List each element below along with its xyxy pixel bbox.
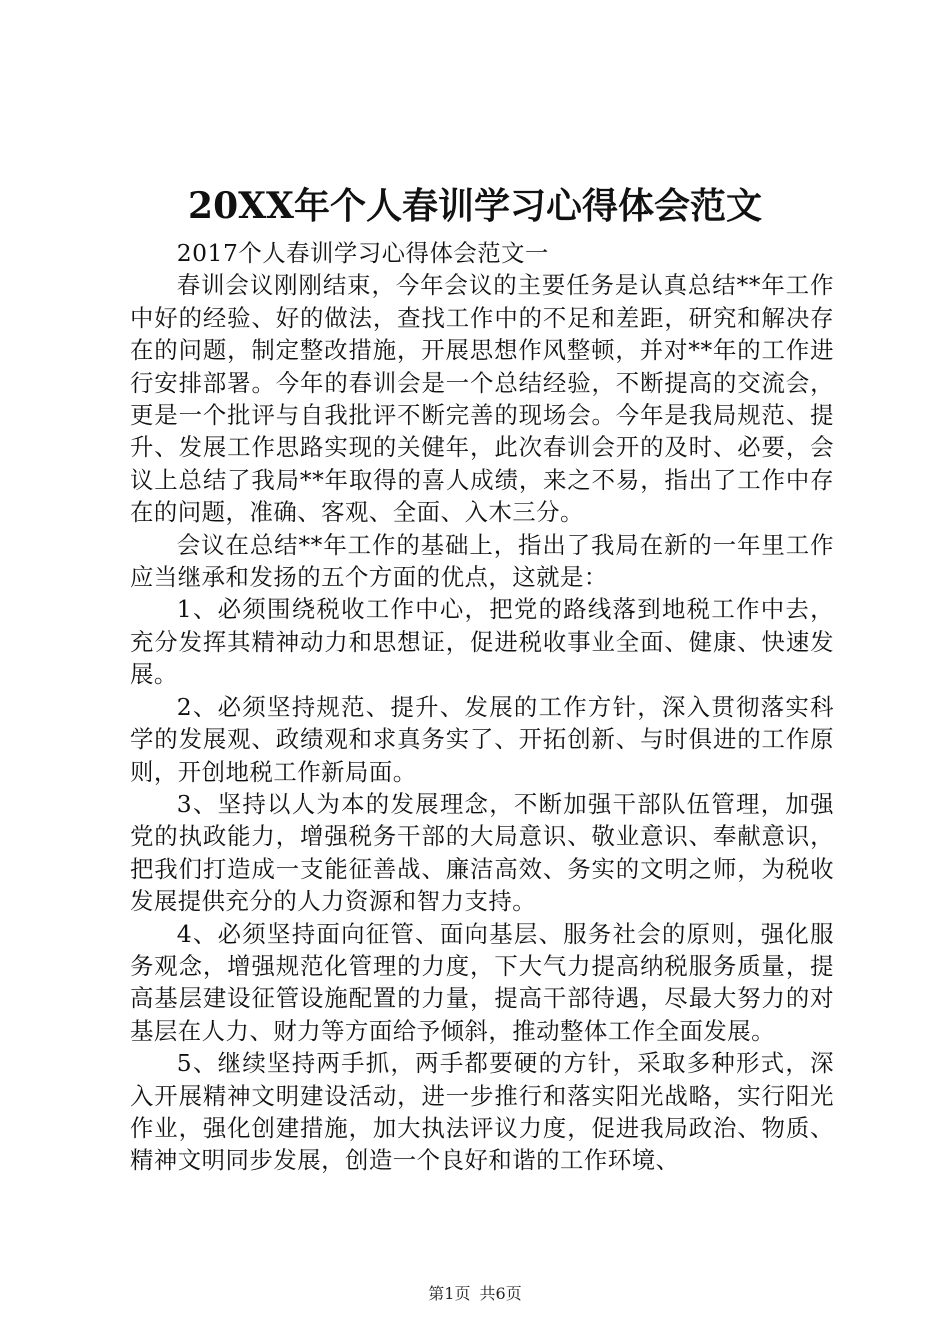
paragraph-point-3: 3、坚持以人为本的发展理念，不断加强干部队伍管理，加强党的执政能力，增强税务干部的大局意识、敬业意识、奉献意识，把我们打造成一支能征善战、廉洁高效、务实的文明之师，为税收发展提供充分的人力资源和智力支持。 — [130, 789, 834, 916]
paragraph-point-2: 2、必须坚持规范、提升、发展的工作方针，深入贯彻落实科学的发展观、政绩观和求真务实了、开拓创新、与时俱进的工作原则，开创地税工作新局面。 — [130, 692, 834, 786]
page-number: 第1页 — [428, 1284, 471, 1303]
paragraph-intro: 春训会议刚刚结束，今年会议的主要任务是认真总结**年工作中好的经验、好的做法，查找工作中的不足和差距，研究和解决存在的问题，制定整改措施，开展思想作风整顿，并对**年的工作进行安排部署。今年的春训会是一个总结经验，不断提高的交流会，更是一个批评与自我批评不断完善的现场会。今年是我局规范、提升、发展工作思路实现的关健年，此次春训会开的及时、必要，会议上总结了我局**年取得的喜人成绩，来之不易，指出了工作中存在的问题，准确、客观、全面、入木三分。 — [130, 271, 834, 527]
document-title: 20XX年个人春训学习心得体会范文 — [188, 185, 762, 227]
paragraph-point-4: 4、必须坚持面向征管、面向基层、服务社会的原则，强化服务观念，增强规范化管理的力度，下大气力提高纳税服务质量，提高基层建设征管设施配置的力量，提高干部待遇，尽最大努力的对基层在人力、财力等方面给予倾斜，推动整体工作全面发展。 — [130, 919, 834, 1045]
paragraph-summary: 会议在总结**年工作的基础上，指出了我局在新的一年里工作应当继承和发扬的五个方面的优点，这就是： — [130, 530, 834, 592]
document-body — [130, 237, 834, 1177]
page-total: 共6页 — [479, 1284, 522, 1303]
paragraph-point-5: 5、继续坚持两手抓，两手都要硬的方针，采取多种形式，深入开展精神文明建设活动，进一步推行和落实阳光战略，实行阳光作业，强化创建措施，加大执法评议力度，促进我局政治、物质、精神文明同步发展，创造一个良好和谐的工作环境、 — [130, 1049, 834, 1175]
document-subtitle: 2017个人春训学习心得体会范文一 — [176, 239, 549, 267]
page-footer — [0, 1283, 950, 1305]
paragraph-point-1: 1、必须围绕税收工作中心，把党的路线落到地税工作中去，充分发挥其精神动力和思想证，促进税收事业全面、健康、快速发展。 — [130, 595, 834, 689]
